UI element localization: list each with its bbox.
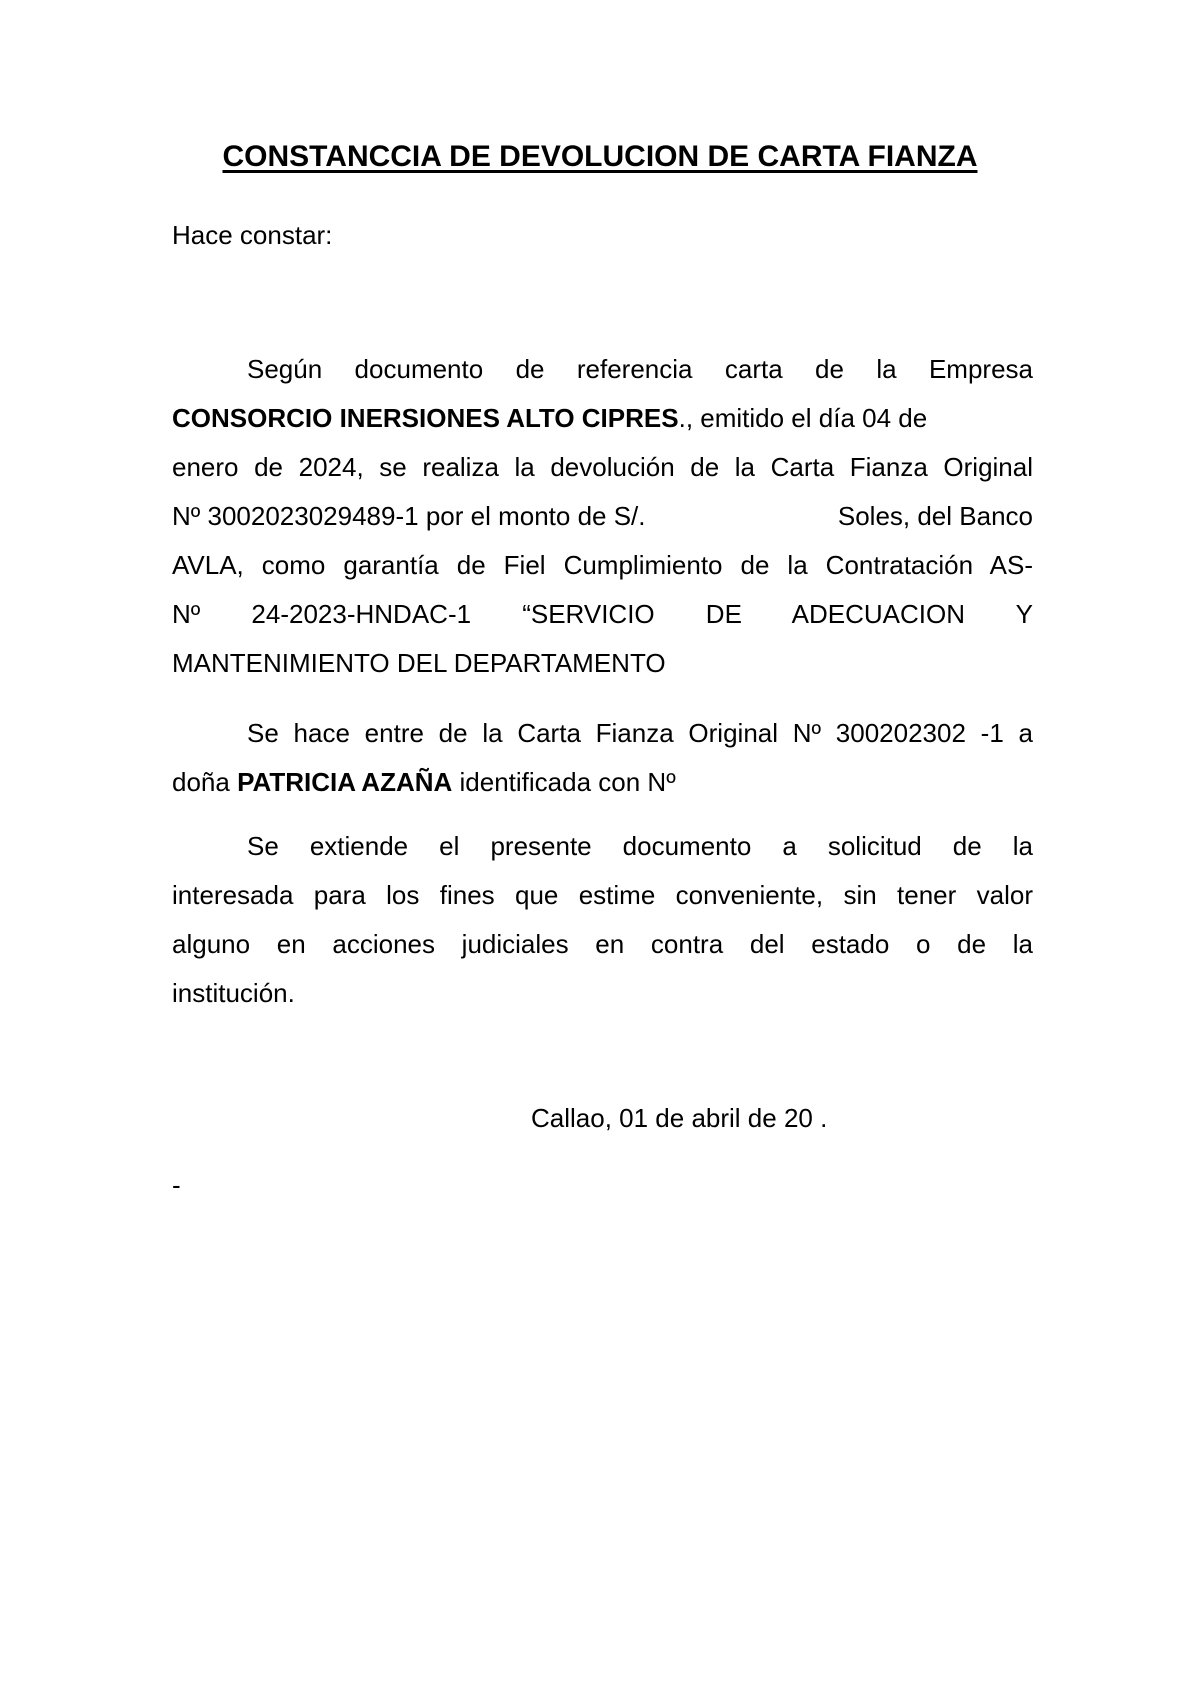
paragraph-1-line-2-rest: ., emitido el día 04 de [678, 403, 928, 433]
paragraph-2-line-2 [172, 758, 1033, 807]
paragraph-1-line-5: AVLA, como garantía de Fiel Cumplimiento de la Contratación AS- [172, 550, 1033, 580]
recipient-name: PATRICIA AZAÑA [237, 767, 453, 797]
bond-number-amount: Nº 3002023029489-1 por el monto de S/. [172, 501, 646, 531]
paragraph-3-line-4: institución. [172, 978, 295, 1008]
paragraph-1-line-3: enero de 2024, se realiza la devolución de la Carta Fianza Original [172, 452, 1033, 482]
paragraph-3-line-2: interesada para los fines que estime conveniente, sin tener valor [172, 880, 1033, 910]
document-title: CONSTANCCIA DE DEVOLUCION DE CARTA FIANZA [222, 140, 978, 173]
paragraph-2-suffix: identificada con Nº [459, 767, 676, 797]
paragraph-2-line-1: Se hace entre de la Carta Fianza Original Nº 300202302 -1 a [247, 718, 1033, 748]
paragraph-3-line-1: Se extiende el presente documento a solicitud de la [247, 831, 1033, 861]
intro-text: Hace constar: [172, 220, 333, 250]
paragraph-3 [172, 822, 1033, 1018]
paragraph-1-line-1: Según documento de referencia carta de la Empresa [247, 354, 1033, 384]
company-name: CONSORCIO INERSIONES ALTO CIPRES [172, 403, 679, 433]
currency-bank: Soles, del Banco [837, 501, 1033, 531]
paragraph-1-line-7: MANTENIMIENTO DEL DEPARTAMENTO [172, 648, 666, 678]
trailing-mark: - [172, 1170, 181, 1200]
paragraph-1-line-6: Nº 24-2023-HNDAC-1 “SERVICIO DE ADECUACION Y [172, 599, 1033, 629]
paragraph-3-line-3: alguno en acciones judiciales en contra del estado o de la [172, 929, 1033, 959]
paragraph-1-line-4 [172, 492, 1033, 541]
place-date: Callao, 01 de abril de 20 . [531, 1103, 828, 1133]
paragraph-2-prefix: doña [172, 767, 230, 797]
paragraph-1-line-2 [172, 394, 1033, 443]
paragraph-2 [172, 709, 1033, 807]
paragraph-1 [172, 345, 1033, 688]
